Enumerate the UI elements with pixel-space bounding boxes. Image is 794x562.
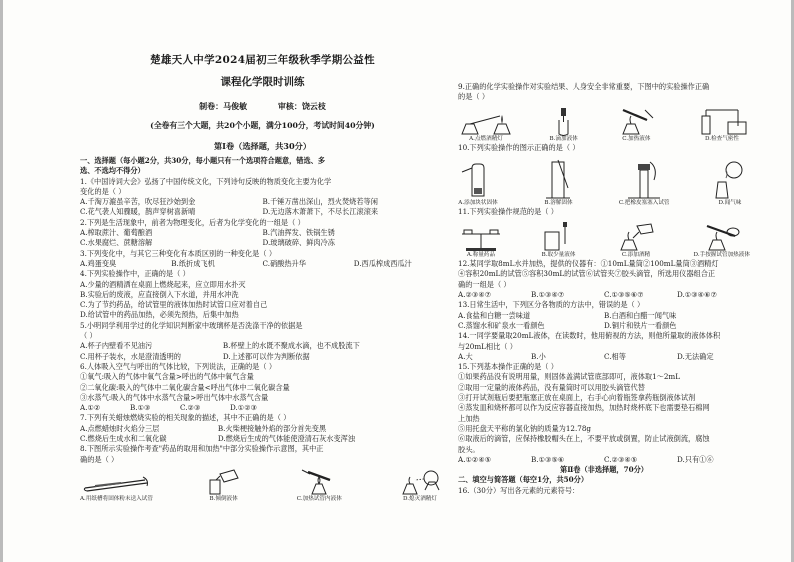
q2-option-d: D.玻璃破碎、鲜肉冷冻 bbox=[262, 238, 335, 248]
section2-heading: 二、填空与简答题（每空1分，共50分） bbox=[458, 475, 589, 485]
q11-figure-a-caption: A.称量药品 bbox=[466, 252, 496, 259]
q14-option-c: C.相等 bbox=[604, 351, 626, 361]
q8-figure-a bbox=[80, 472, 153, 503]
q11-figure-b bbox=[539, 222, 579, 259]
q6-stem: 6.人体吸入空气与呼出的气体比较，下列说法，正确的是（ ） bbox=[80, 361, 277, 371]
q6-option-c: C.②③ bbox=[180, 403, 201, 413]
q13-options-cd bbox=[458, 321, 750, 331]
left-questions bbox=[80, 156, 445, 503]
q10-figure-c-caption: C.把橡皮塞塞入试管 bbox=[618, 199, 670, 206]
q10-figure-b-caption: B.溶解固体 bbox=[544, 199, 573, 206]
q9-figure-d-caption: D.检查气密性 bbox=[704, 135, 739, 142]
maker-name: 制卷：马俊敏 bbox=[199, 101, 248, 111]
q6-option-d: D.①②③ bbox=[230, 403, 258, 413]
q8-stem: 8.下图所示实验操作考查"药品的取用和加热"中部分实验操作示意图，其中正 bbox=[80, 444, 324, 454]
q12-option-d: D.①③④⑥⑦ bbox=[677, 290, 718, 300]
q5-option-b: B.杯壁上的水既不聚成水滴，也不成股流下 bbox=[222, 341, 360, 351]
q1-options-ab bbox=[80, 197, 445, 207]
q2-option-a: A.榨取蔗汁、葡萄酿酒 bbox=[80, 228, 153, 238]
q12-option-a: A.②③④⑦ bbox=[458, 290, 492, 300]
q12-option-b: B.①③④⑦ bbox=[531, 290, 565, 300]
pouring-liquid-icon bbox=[204, 468, 244, 496]
exam-title-line1: 楚雄天人中学2024届初三年级秋季学期公益性 bbox=[150, 54, 375, 66]
q10-figure-b bbox=[538, 158, 578, 207]
q6-option-b: B.①③ bbox=[130, 403, 151, 413]
volume1-heading: 第Ⅰ卷（选择题，共30分） bbox=[213, 141, 312, 151]
q15-options bbox=[458, 455, 750, 465]
q15-statement-3: ③打开试剂瓶后要把瓶塞正放在桌面上，右手心向着瓶签拿药瓶倒液体试剂 bbox=[458, 393, 696, 403]
q7-stem: 7.下列有关蜡烛燃烧实验的相关现象的描述，其中不正确的是（ ） bbox=[80, 413, 291, 423]
section1-heading: 一、选择题（每小题2分，共30分，每小题只有一个选项符合题意，错选、多 bbox=[80, 156, 326, 165]
q10-figure-d bbox=[710, 158, 750, 207]
q1-option-d: D.无边落木萧萧下，不尽长江滚滚来 bbox=[262, 207, 379, 217]
q11-figure-c bbox=[613, 222, 659, 259]
q11-figure-d bbox=[694, 222, 750, 259]
makers-line bbox=[80, 101, 445, 111]
q9-figure-a bbox=[458, 108, 514, 143]
q5-option-c: C.用杯子装水，水是澄清透明的 bbox=[80, 351, 181, 361]
q8-figure-a-caption: A.用纸槽将固体粉末送入试管 bbox=[80, 495, 153, 502]
q3-options bbox=[80, 259, 445, 269]
q10-stem: 10.下列实验操作的图示正确的是（ ） bbox=[458, 142, 580, 152]
q12-stem-cont2: 确的一组是（ ） bbox=[458, 279, 511, 289]
q13-option-b: B.白酒和白醋一闻气味 bbox=[604, 310, 677, 320]
q15-stem: 15.下列基本操作正确的是（ ） bbox=[458, 362, 558, 372]
q15-option-d: D.只有①⑥ bbox=[677, 454, 714, 464]
q9-stem-cont: 的是（ ） bbox=[458, 92, 490, 102]
q12-stem: 12.某同学取8mL水并加热，提供的仪器有：①10mL量筒②100mL量筒③酒精灯 bbox=[458, 259, 719, 269]
q13-options-ab bbox=[458, 311, 750, 321]
q15-option-b: B.①③⑤⑥ bbox=[531, 454, 565, 464]
q6-statement-3: ③水蒸气:吸入的气体中水蒸气含量>呼出气体中水蒸气含量 bbox=[80, 392, 269, 402]
q9-figure-d bbox=[694, 106, 750, 143]
q13-option-d: D.铜片和铁片一看颜色 bbox=[604, 320, 677, 330]
q11-figure-b-caption: B.取少量液体 bbox=[541, 252, 576, 259]
q7-option-a: A.点燃蜡烛时火焰分三层 bbox=[80, 423, 160, 433]
q15-option-a: A.①②④⑤ bbox=[458, 454, 492, 464]
q5-option-a: A.杯子内壁看不见油污 bbox=[80, 341, 153, 351]
q9-stem: 9.正确的化学实验操作对实验结果、人身安全非常重要，下图中的实验操作正确 bbox=[458, 82, 710, 91]
section1-heading-cont: 选、不选均不得分） bbox=[80, 166, 145, 176]
q8-figure-c bbox=[294, 468, 344, 503]
q15-statement-2: ②取用一定量的液体药品，没有量筒时可以用胶头滴管代替 bbox=[458, 382, 645, 392]
lighting-lamp-icon bbox=[458, 108, 514, 136]
q6-statement-1: ①氧气:吸入的气体中氧气含量>呼出的气体中氧气含量 bbox=[80, 372, 254, 382]
scan-edge-left bbox=[0, 0, 3, 562]
q3-option-a: A.鸡蛋变臭 bbox=[80, 258, 117, 268]
smelling-gas-icon bbox=[710, 158, 750, 200]
q4-option-d: D.给试管中的药品加热，必须先预热，后集中加热 bbox=[80, 310, 239, 320]
q15-statement-1: ①如果药品没有说明用量，则固体盖满试管底部即可，液体取1～2mL bbox=[458, 372, 680, 382]
q14-option-a: A.大 bbox=[458, 351, 473, 361]
q12-stem-cont1: ④容积20mL的试管⑤容积30mL的试管⑥试管夹⑦胶头滴管，所选用仪器组合正 bbox=[458, 269, 716, 279]
q12-options bbox=[458, 290, 750, 300]
q3-option-d: D.西瓜榨成西瓜汁 bbox=[353, 258, 412, 268]
q2-option-b: B.汽油挥发、铁锅生锈 bbox=[262, 228, 335, 238]
q12-option-c: C.①③⑤⑥⑦ bbox=[604, 290, 644, 300]
q5-stem-cont: （ ） bbox=[80, 331, 97, 341]
q5-options-cd bbox=[80, 352, 445, 362]
q9-figure-a-caption: A.点燃酒精灯 bbox=[469, 135, 503, 142]
q11-figure-row bbox=[458, 219, 750, 259]
q9-figure-b bbox=[549, 106, 579, 143]
bottle-dropper-icon bbox=[539, 222, 579, 252]
paper-trough-tube-icon bbox=[81, 472, 151, 496]
q14-options bbox=[458, 352, 750, 362]
q7-options-ab bbox=[80, 424, 445, 434]
q3-option-c: C.硝酸热升华 bbox=[262, 258, 306, 268]
dropper-icon bbox=[549, 106, 579, 136]
q8-stem-cont: 确的是（ ） bbox=[80, 454, 119, 464]
q2-options-ab bbox=[80, 228, 445, 238]
q9-figure-c-caption: C.加热液体 bbox=[622, 135, 651, 142]
q1-option-c: C.花气袭人知骤暖，鹊声穿树喜新晴 bbox=[80, 207, 196, 217]
q2-option-c: C.水果腐烂、蔗糖溶解 bbox=[80, 238, 153, 248]
q4-option-c: C.为了节约药品，给试管里的液体加热时试管口应对着自己 bbox=[80, 300, 268, 310]
q11-stem: 11.下列实验操作规范的是（ ） bbox=[458, 206, 558, 216]
q10-figure-a-caption: A.添加块状固体 bbox=[458, 199, 498, 206]
q7-option-b: B.火柴梗接触外焰的部分首先变黑 bbox=[217, 423, 327, 433]
q13-option-a: A.食盐和白糖一尝味道 bbox=[458, 310, 531, 320]
q10-figure-row bbox=[458, 155, 750, 207]
cylinder-icon bbox=[538, 158, 578, 200]
q4-option-b: B.实验后的废液，应直接倒入下水道，并用水冲洗 bbox=[80, 289, 239, 299]
q14-stem: 14.一同学要量取20mL液体，在读数时，他用俯视的方法，则他所量取的液体体积 bbox=[458, 331, 721, 341]
q6-option-a: A.①② bbox=[80, 403, 101, 413]
q8-figure-d-caption: D.熄灭酒精灯 bbox=[402, 495, 437, 502]
q3-stem: 3.下列变化中，与其它三种变化有本质区别的一种变化是（ ） bbox=[80, 248, 277, 258]
q3-option-b: B.纸折成飞机 bbox=[171, 258, 215, 268]
q15-statement-4-cont: 上加热 bbox=[458, 413, 480, 423]
q1-option-a: A.千淘万漉虽辛苦，吹尽狂沙始到金 bbox=[80, 197, 196, 207]
q4-stem: 4.下列实验操作中，正确的是（ ） bbox=[80, 269, 190, 279]
q7-option-c: C.燃烧后生成水和二氧化碳 bbox=[80, 434, 167, 444]
q5-stem: 5.小明同学利用学过的化学知识判断家中玻璃杯是否洗涤干净的依据是 bbox=[80, 320, 303, 330]
q5-options-ab bbox=[80, 341, 445, 351]
hand-heating-icon bbox=[699, 222, 745, 252]
q11-figure-a bbox=[458, 222, 504, 259]
q15-option-c: C.②③④⑤ bbox=[604, 454, 638, 464]
heating-liquid-icon bbox=[613, 106, 659, 136]
q13-stem: 13.日常生活中，下列区分各物质的方法中，错误的是（ ） bbox=[458, 300, 645, 310]
adding-alcohol-icon bbox=[613, 222, 659, 252]
q1-stem-cont: 变化的是（ ） bbox=[80, 186, 126, 196]
volume2-heading: 第Ⅱ卷（非选择题，70分） bbox=[560, 465, 648, 475]
q15-statement-4: ④蒸发皿和烧杯都可以作为反应容器直接加热，加热时烧杯底下也需要垫石棉网 bbox=[458, 403, 710, 413]
q13-option-c: C.蒸馏水和矿泉水一看颜色 bbox=[458, 320, 545, 330]
q6-options bbox=[80, 403, 280, 413]
q15-statement-6: ⑥取液后的滴管，应保持橡胶帽头在上，不要平放或倒置，防止试液倒流，腐蚀 bbox=[458, 434, 710, 444]
q7-options-cd bbox=[80, 434, 445, 444]
q11-figure-c-caption: C.添加酒精 bbox=[621, 252, 651, 259]
q6-statement-2: ②二氧化碳:吸入的气体中二氧化碳含量<呼出气体中二氧化碳含量 bbox=[80, 382, 290, 392]
q9-figure-row bbox=[458, 105, 750, 143]
right-questions bbox=[458, 82, 750, 496]
q11-figure-d-caption: D.手按握试管加热液体 bbox=[693, 252, 750, 259]
q9-figure-b-caption: B.滴加液体 bbox=[549, 135, 578, 142]
q7-option-d: D.燃烧后生成的气体能使澄清石灰水变浑浊 bbox=[217, 434, 356, 444]
q14-option-d: D.无法确定 bbox=[677, 351, 714, 361]
q10-figure-c bbox=[619, 158, 670, 207]
q8-figure-b-caption: B.倾倒液体 bbox=[209, 495, 238, 502]
exam-note: (全卷有三个大题，共20个小题，满分100分，考试时间40分钟) bbox=[150, 121, 375, 130]
q2-stem: 2.下列是生活现象中，前者为物理变化，后者为化学变化的一组是（ ） bbox=[80, 217, 305, 227]
q5-option-d: D.上述都可以作为判断依据 bbox=[222, 351, 310, 361]
q8-figure-c-caption: C.加热试管内液体 bbox=[296, 495, 342, 502]
q14-option-b: B.小 bbox=[531, 351, 546, 361]
q4-option-a: A.少量的酒精洒在桌面上燃烧起来，应立即用水扑灭 bbox=[80, 279, 246, 289]
q10-figure-a bbox=[458, 158, 498, 207]
q10-figure-d-caption: D.闻气味 bbox=[718, 199, 742, 206]
q1-options-cd bbox=[80, 207, 445, 217]
solid-tube-icon bbox=[458, 158, 498, 200]
heating-tube-icon bbox=[294, 468, 344, 496]
q1-stem: 1.《中国诗词大会》弘扬了中国传统文化，下列诗句反映的物质变化主要为化学 bbox=[80, 176, 332, 186]
q1-option-b: B.千锤万凿出深山，烈火焚烧若等闲 bbox=[262, 197, 378, 207]
stopper-tube-icon bbox=[624, 158, 664, 200]
q16-stem: 16.（30分）写出各元素的元素符号： bbox=[458, 485, 580, 495]
q8-figure-b bbox=[204, 468, 244, 503]
q15-statement-6-cont: 胶头。 bbox=[458, 444, 480, 454]
blowing-lamp-icon bbox=[395, 468, 445, 496]
q15-statement-5: ⑤用托盘天平称的氯化钠的质量为12.78g bbox=[458, 423, 591, 433]
q2-options-cd bbox=[80, 238, 445, 248]
balance-icon bbox=[458, 222, 504, 252]
reviewer-name: 审核：饶云枝 bbox=[277, 101, 326, 111]
airtightness-check-icon bbox=[694, 106, 750, 136]
q14-stem-cont: 与20mL相比（ ） bbox=[458, 341, 517, 351]
q8-figure-row bbox=[80, 467, 445, 503]
q8-figure-d bbox=[395, 468, 445, 503]
q9-figure-c bbox=[613, 106, 659, 143]
exam-title-line2: 课程化学限时训练 bbox=[220, 76, 305, 88]
